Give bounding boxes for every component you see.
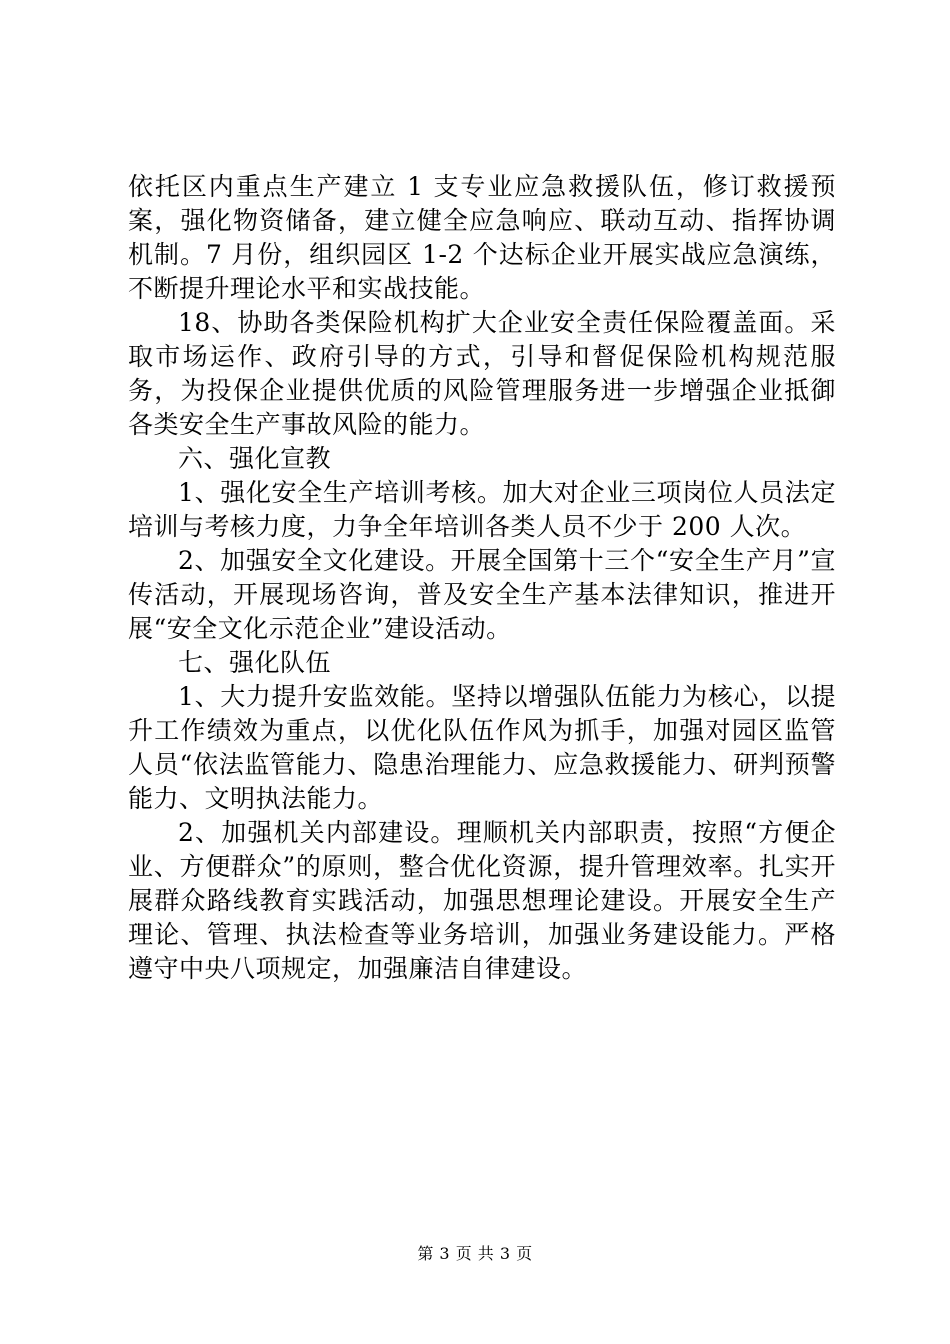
paragraph-4: 1、强化安全生产培训考核。加大对企业三项岗位人员法定培训与考核力度，力争全年培训各类人员不少于 200 人次。: [128, 478, 836, 541]
paragraph-7: 1、大力提升安监效能。坚持以增强队伍能力为核心，以提升工作绩效为重点，以优化队伍作风为抓手，加强对园区监管人员“依法监管能力、隐患治理能力、应急救援能力、研判预警能力、文明执法能力。: [128, 682, 836, 813]
section-heading-6: 六、强化宣教: [178, 444, 332, 473]
paragraph-5: 2、加强安全文化建设。开展全国第十三个“安全生产月”宣传活动，开展现场咨询，普及安全生产基本法律知识，推进开展“安全文化示范企业”建设活动。: [128, 546, 836, 643]
document-body: [128, 170, 836, 986]
paragraph-1: 依托区内重点生产建立 1 支专业应急救援队伍，修订救援预案，强化物资储备，建立健全应急响应、联动互动、指挥协调机制。7 月份，组织园区 1-2 个达标企业开展实战应急演练，不断提升理论水平和实战技能。: [128, 172, 836, 303]
paragraph-8: 2、加强机关内部建设。理顺机关内部职责，按照“方便企业、方便群众”的原则，整合优化资源，提升管理效率。扎实开展群众路线教育实践活动，加强思想理论建设。开展安全生产理论、管理、执法检查等业务培训，加强业务建设能力。严格遵守中央八项规定，加强廉洁自律建设。: [128, 818, 836, 983]
paragraph-2: 18、协助各类保险机构扩大企业安全责任保险覆盖面。采取市场运作、政府引导的方式，引导和督促保险机构规范服务，为投保企业提供优质的风险管理服务进一步增强企业抵御各类安全生产事故风险的能力。: [128, 308, 836, 439]
page-number: 第 3 页 共 3 页: [417, 1244, 533, 1263]
section-heading-7: 七、强化队伍: [178, 648, 332, 677]
page-footer: [0, 1243, 950, 1265]
